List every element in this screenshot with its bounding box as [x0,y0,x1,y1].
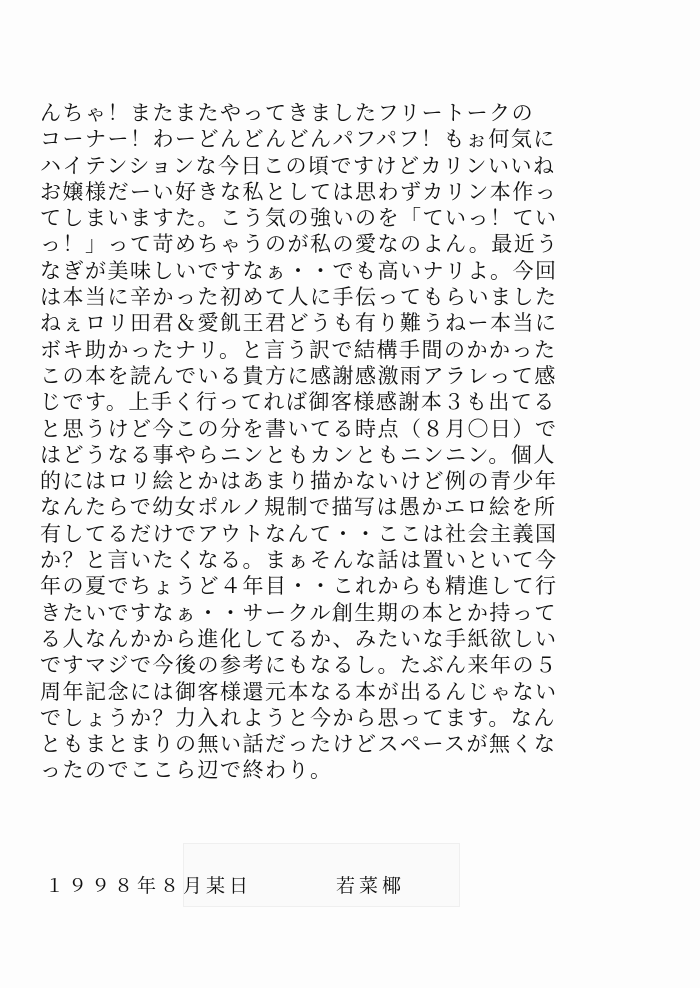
text-line: ねぇロリ田君＆愛飢王君どうも有り難うねー本当に [40,311,558,336]
text-line: ですマジで今後の参考にもなるし。たぶん来年の５ [40,653,558,678]
text-line: か？と言いたくなる。まぁそんな話は置いといて今 [40,548,558,573]
text-line: ボキ助かったナリ。と言う訳で結構手間のかかった [40,337,557,362]
text-line: る人なんかから進化してるか、みたいな手紙欲しい [40,626,558,651]
text-line: 年の夏でちょうど４年目・・これからも精進して行 [40,574,558,599]
text-line: きたいですなぁ・・サークル創生期の本とか持って [40,600,557,625]
date-line: １９９８年８月某日 [45,875,253,897]
text-line: ハイテンションな今日この頃ですけどカリンいいね [40,153,556,178]
free-talk-text [40,100,680,784]
text-line: ともまとまりの無い話だったけどスペースが無くな [40,732,557,757]
author-name: 若菜椰 [336,875,406,897]
text-line: 的にはロリ絵とかはあまり描かないけど例の青少年 [40,469,558,494]
text-line: は本当に辛かった初めて人に手伝ってもらいました [40,285,558,310]
text-line: と思うけど今この分を書いてる時点（８月〇日）で [40,416,558,441]
text-line: お嬢様だーい好きな私としては思わずカリン本作っ [40,179,558,204]
text-line: 有してるだけでアウトなんて・・ここは社会主義国 [40,521,558,546]
text-line: じです。上手く行ってれば御客様感謝本３も出てる [40,390,556,415]
text-line: ったのでここら辺で終わり。 [40,758,333,783]
text-line: っ！」って苛めちゃうのが私の愛なのよん。最近う [40,232,559,257]
text-line: はどうなる事やらニンともカンともニンニン。個人 [40,442,556,467]
text-line: てしまいますた。こう気の強いのを「ていっ！てい [40,206,558,231]
text-line: この本を読んでいる貴方に感謝感激雨アラレって感 [40,363,557,388]
text-line: なんたらで幼女ポルノ規制で描写は愚かエロ絵を所 [40,495,557,520]
text-line: でしょうか？力入れようと今から思ってます。なん [40,705,556,730]
text-line: んちゃ！またまたやってきましたフリートークの [40,101,535,125]
text-line: なぎが美味しいですなぁ・・でも高いナリよ。今回 [40,258,558,283]
text-line: コーナー！わーどんどんどんパフパフ！もぉ何気に [40,127,556,152]
text-line: 周年記念には御客様還元本なる本が出るんじゃない [40,679,558,704]
